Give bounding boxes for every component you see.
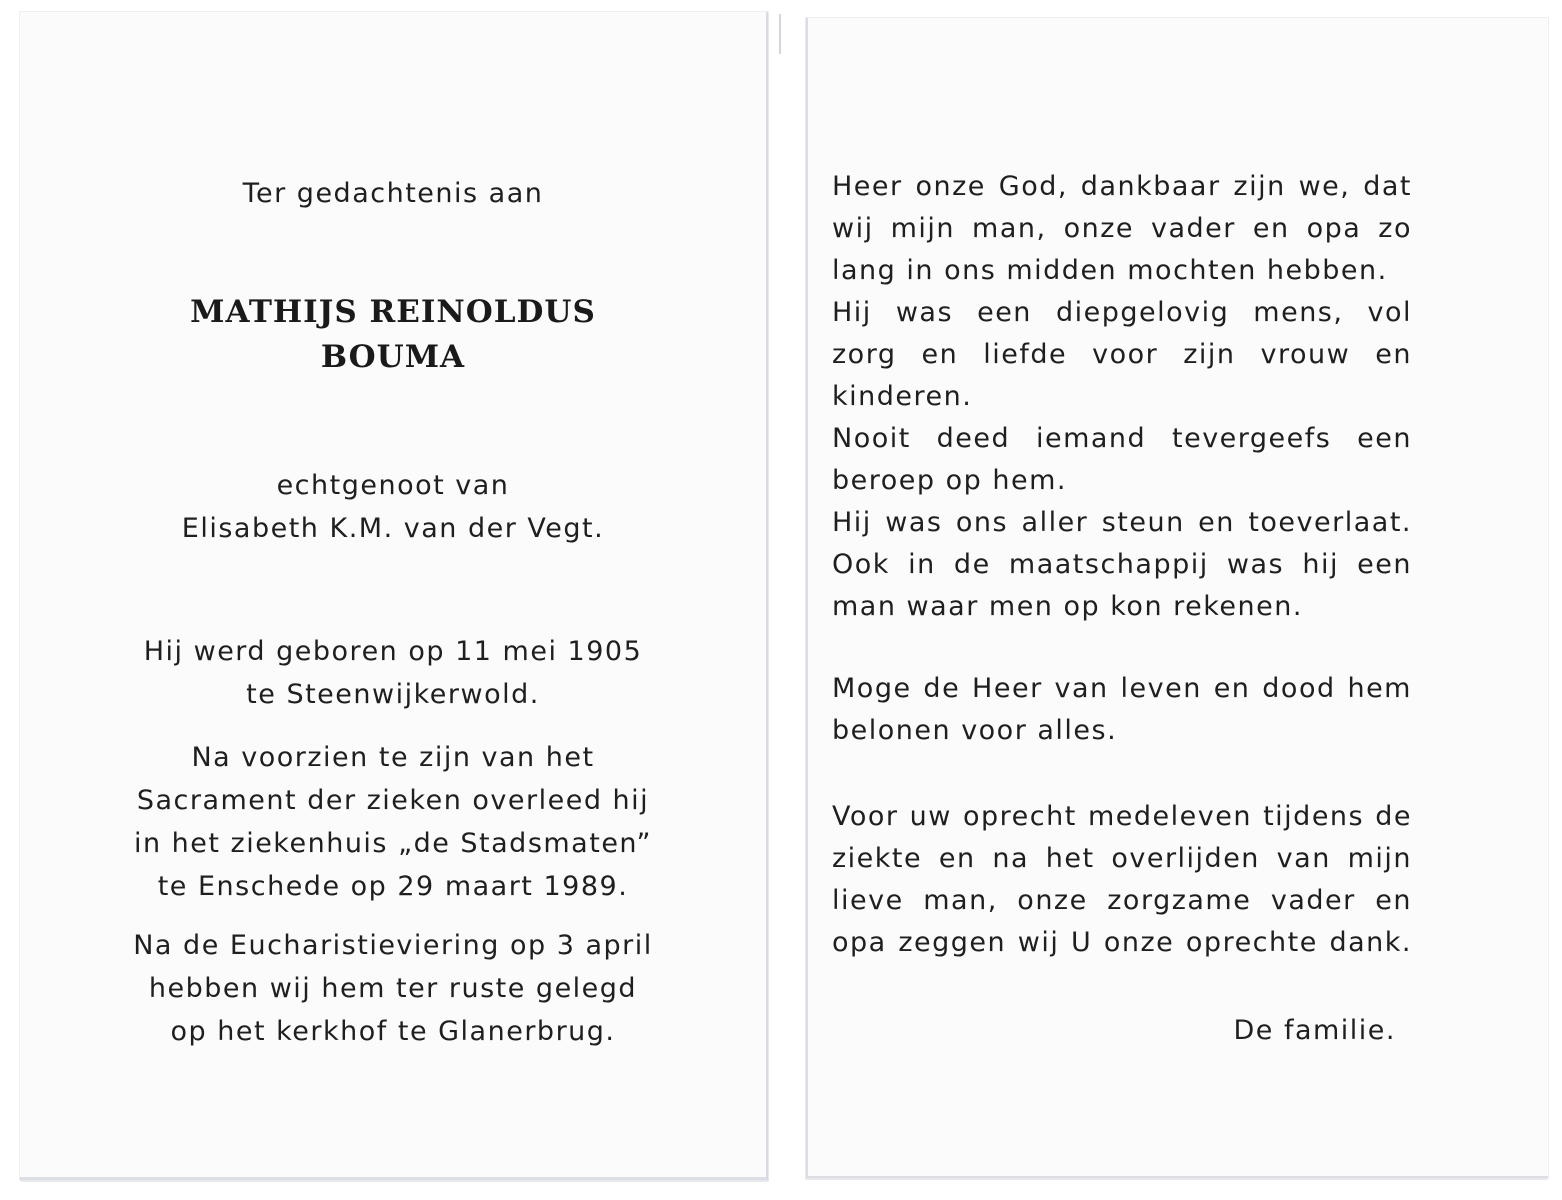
thanks-line: lieve man, onze zorgzame vader en: [832, 885, 1412, 916]
tribute-line: Hij was ons aller steun en toeverlaat.: [832, 507, 1412, 538]
spouse-line: echtgenoot van: [276, 470, 510, 501]
burial-line: hebben wij hem ter ruste gelegd: [148, 973, 638, 1004]
tribute-line: kinderen.: [832, 381, 973, 412]
spouse-line: Elisabeth K.M. van der Vegt.: [181, 513, 605, 544]
thanks-line: Voor uw oprecht medeleven tijdens de: [832, 801, 1412, 832]
tribute-line: lang in ons midden mochten hebben.: [832, 255, 1388, 286]
memorial-card-left: [20, 12, 768, 1180]
card-fold-divider: [779, 14, 781, 54]
tribute-line: Ook in de maatschappij was hij een: [832, 549, 1412, 580]
thanks-line: ziekte en na het overlijden van mijn: [832, 843, 1412, 874]
spouse-info: [20, 464, 766, 550]
tribute-line: Nooit deed iemand tevergeefs een: [832, 423, 1412, 454]
death-line: in het ziekenhuis „de Stadsmaten”: [133, 828, 653, 859]
name-line-2: BOUMA: [320, 339, 466, 375]
memorial-card-right: [806, 18, 1548, 1178]
tribute-line: beroep op hem.: [832, 465, 1067, 496]
tribute-line: Heer onze God, dankbaar zijn we, dat: [832, 171, 1412, 202]
tribute-line: zorg en liefde voor zijn vrouw en: [832, 339, 1412, 370]
memorial-heading: [20, 172, 766, 215]
death-line: te Enschede op 29 maart 1989.: [157, 871, 629, 902]
tribute-line: Hij was een diepgelovig mens, vol: [832, 297, 1412, 328]
name-line-1: MATHIJS REINOLDUS: [190, 294, 596, 330]
burial-line: op het kerkhof te Glanerbrug.: [170, 1016, 616, 1047]
prayer-line: belonen voor alles.: [832, 715, 1118, 746]
tribute-line: wij mijn man, onze vader en opa zo: [832, 213, 1412, 244]
thanks-line: opa zeggen wij U onze oprechte dank.: [832, 927, 1412, 958]
burial-line: Na de Eucharistieviering op 3 april: [133, 930, 653, 961]
death-info: [20, 736, 766, 908]
prayer-line: Moge de Heer van leven en dood hem: [832, 673, 1412, 704]
heading-text: Ter gedachtenis aan: [242, 178, 544, 209]
prayer-paragraph: [832, 668, 1412, 752]
death-line: Sacrament der zieken overleed hij: [136, 785, 650, 816]
family-signoff: De familie.: [1233, 1015, 1396, 1046]
birth-line: te Steenwijkerwold.: [246, 679, 540, 710]
burial-info: [20, 924, 766, 1053]
birth-info: [20, 630, 766, 716]
birth-line: Hij werd geboren op 11 mei 1905: [143, 636, 643, 667]
death-line: Na voorzien te zijn van het: [191, 742, 595, 773]
tribute-paragraph: [832, 166, 1412, 628]
deceased-name: [20, 290, 766, 380]
tribute-line: man waar men op kon rekenen.: [832, 591, 1303, 622]
thanks-paragraph: [832, 796, 1412, 964]
